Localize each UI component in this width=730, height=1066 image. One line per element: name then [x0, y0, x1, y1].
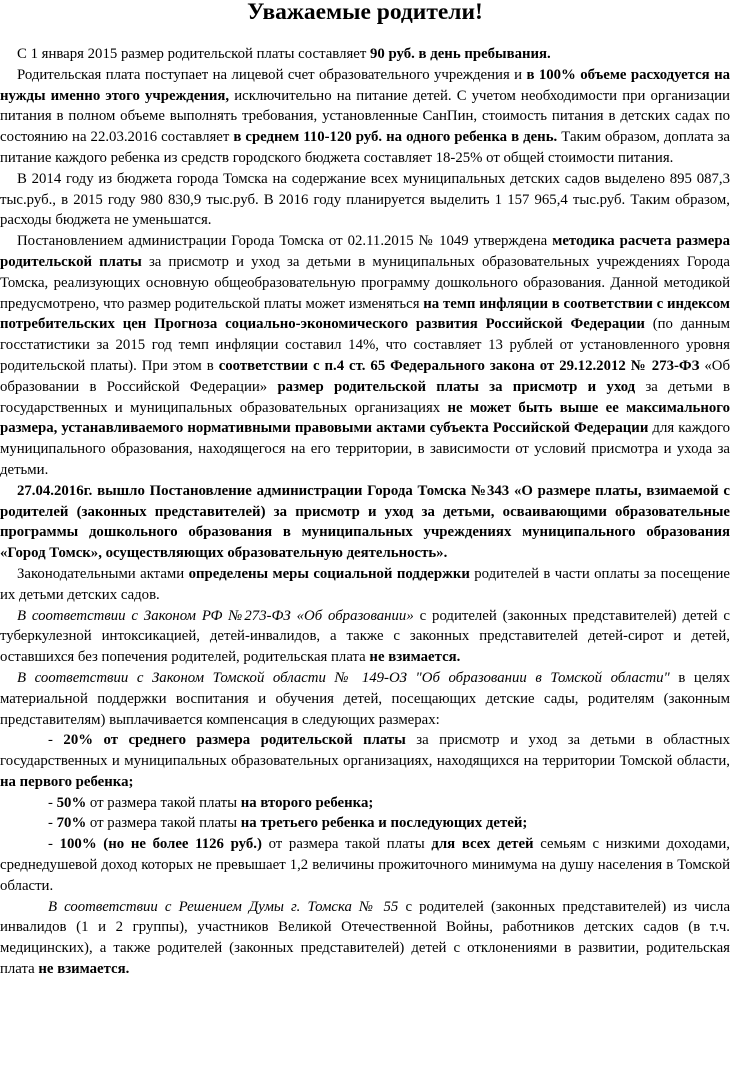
- text-run: Таким образом, доплата за питание каждого ребенка из средств городского бюджета составляет 18-25% от общей стоимости питания.: [0, 129, 730, 166]
- paragraph: [0, 231, 730, 481]
- bold-text: на первого ребенка;: [0, 773, 134, 790]
- paragraph: [0, 65, 730, 169]
- text-run: (по данным госстатистики за 2015 год темп инфляции составил 14%, что составляет 13 рублей от установленного уровня родительской платы). При этом в: [0, 316, 730, 374]
- paragraph: [0, 813, 730, 834]
- text-run: родителей в части оплаты за посещение их детьми детских садов.: [0, 565, 730, 603]
- bold-text: на третьего ребенка и последующих детей;: [240, 815, 528, 832]
- bold-text: определены меры социальной поддержки: [188, 565, 470, 582]
- text-run: Родительская плата поступает на лицевой счет образовательного учреждения и: [17, 66, 527, 83]
- text-run: от размера такой платы: [86, 815, 241, 832]
- italic-text: В соответствии с Законом РФ №273-ФЗ «Об образовании»: [17, 607, 414, 624]
- paragraph: [0, 44, 730, 65]
- text-run: -: [48, 732, 64, 749]
- text-run: от размера такой платы: [261, 836, 432, 853]
- text-run: Законодательными актами: [17, 565, 189, 582]
- bold-text: в 100% объеме расходуется на нужды именно этого учреждения,: [0, 66, 730, 104]
- text-run: за детьми в государственных и муниципальных образовательных организациях: [0, 378, 730, 416]
- italic-text: В соответствии с Решением Думы г. Томска № 55: [48, 898, 399, 915]
- bold-text: в среднем 110-120 руб. на одного ребенка в день.: [233, 129, 558, 146]
- bold-text: размер родительской платы за присмотр и уход: [277, 378, 636, 395]
- text-run: от размера такой платы: [86, 794, 241, 811]
- paragraph: [0, 668, 730, 730]
- bold-text: не взимается.: [369, 649, 461, 666]
- bold-text: 50%: [56, 794, 87, 811]
- page-title: Уважаемые родители!: [247, 0, 483, 25]
- text-run: В 2014 году из бюджета города Томска на содержание всех муниципальных детских садов выделено 895 087,3 тыс.руб., в 2015 году 980 830,9 тыс.руб. В 2016 году планируется выделить 1 157 965,4 тыс.руб. Таким образом, расходы бюджета не уменьшатся.: [0, 170, 730, 229]
- bold-text: 90 руб. в день пребывания.: [370, 46, 551, 62]
- text-run: Постановлением администрации Города Томска от 02.11.2015 № 1049 утверждена: [17, 233, 553, 250]
- bold-text: соответствии с п.4 ст. 65 Федерального закона от 29.12.2012 № 273-ФЗ: [218, 357, 700, 374]
- text-run: с родителей (законных представителей) детей с туберкулезной интоксикацией, детей-инвалидов, а также с законных представителей детей-сирот и детей, оставшихся без попечения родителей, родительская плата: [0, 607, 730, 666]
- bold-text: на темп инфляции в соответствии с индексом потребительских цен Прогноза социально-экономического развития Российской Федерации: [0, 295, 730, 333]
- paragraph: [0, 897, 730, 980]
- document-body: [0, 30, 730, 980]
- paragraph: [0, 834, 730, 896]
- text-run: за присмотр и уход за детьми в областных государственных и муниципальных образовательных организациях, находящихся на территории Томской области,: [0, 732, 730, 770]
- bold-text: методика расчета размера родительской платы: [0, 233, 730, 270]
- text-run: -: [48, 836, 60, 853]
- bold-text: 70%: [56, 815, 87, 832]
- text-run: с родителей (законных представителей) из числа инвалидов (1 и 2 группы), участников Великой Отечественной Войны, работников детских садов (в т.ч. медицинских), а также родителей (законных представителей) детей с отклонениями в развитии, родительская плата: [0, 898, 730, 978]
- bold-text: 27.04.2016г. вышло Постановление администрации Города Томска №343 «О размере платы, взимаемой с родителей (законных представителей) за присмотр и уход за детьми, осваивающими образовательные программы дошкольного образования в муниципальных учреждениях муниципального образования «Город Томск», осуществляющих образовательную деятельность».: [0, 482, 730, 562]
- bold-text: для всех детей: [431, 836, 534, 853]
- italic-text: В соответствии с Законом Томской области № 149-ОЗ "Об образовании в Томской области": [17, 669, 670, 686]
- paragraph: [0, 793, 730, 814]
- paragraph: [0, 564, 730, 606]
- text-run: С 1 января 2015 размер родительской платы составляет: [17, 46, 371, 62]
- text-run: -: [48, 794, 57, 811]
- paragraph: [0, 169, 730, 231]
- text-run: для каждого муниципального образования, находящегося на его территории, в зависимости от условий присмотра и ухода за детьми.: [0, 420, 730, 478]
- text-run: исключительно на питание детей. С учетом необходимости при организации питания в полном объеме выполнять требования, установленные СанПин, стоимость питания в детских садах по состоянию на 22.03.2016 составляет: [0, 87, 730, 146]
- paragraph: [0, 730, 730, 792]
- paragraph: [0, 606, 730, 668]
- bold-text: 20% от среднего размера родительской платы: [63, 732, 406, 749]
- bold-text: не взимается.: [38, 961, 130, 978]
- text-run: -: [48, 815, 57, 832]
- text-run: «Об образовании в Российской Федерации»: [0, 357, 730, 395]
- bold-text: 100% (но не более 1126 руб.): [59, 836, 262, 853]
- text-run: в целях материальной поддержки воспитания и обучения детей, посещающих детские сады, родителям (законным представителям) выплачивается компенсация в следующих размерах:: [0, 669, 730, 728]
- bold-text: не может быть выше ее максимального размера, устанавливаемого нормативными правовыми актами субъекта Российской Федерации: [0, 399, 730, 437]
- bold-text: на второго ребенка;: [240, 794, 374, 811]
- paragraph: [0, 481, 730, 564]
- text-run: за присмотр и уход за детьми в муниципальных образовательных учреждениях Города Томска, реализующих основную общеобразовательную программу дошкольного образования. Данной методикой предусмотрено, что размер родительской платы может изменяться: [0, 253, 730, 312]
- text-run: семьям с низкими доходами, среднедушевой доход которых не превышает 1,2 величины прожиточного минимума на душу населения в Томской области.: [0, 836, 730, 894]
